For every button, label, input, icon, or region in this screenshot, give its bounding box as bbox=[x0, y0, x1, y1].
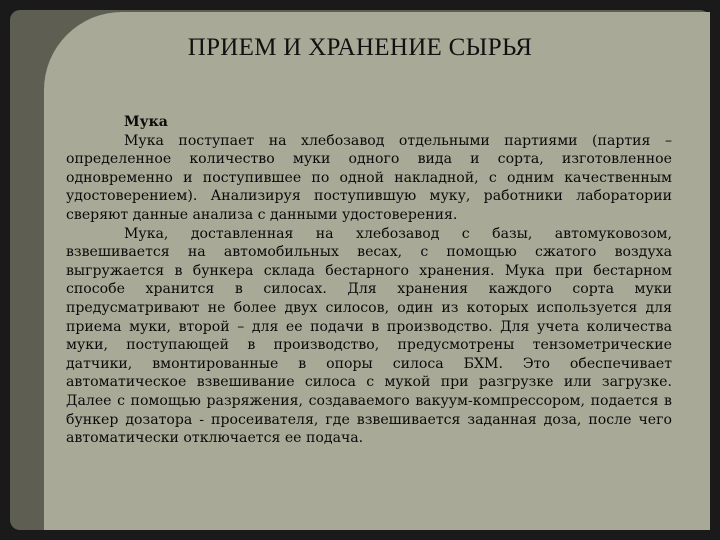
slide-body bbox=[66, 113, 672, 448]
paragraph-2: Мука, доставленная на хлебозавод с базы, автомуковозом, взвешивается на автомобильных весах, с помощью сжатого воздуха выгружается в бункера склада бестарного хранения. Мука при бестарном способе хранится в силосах. Для хранения каждого сорта муки предусматривают не более двух силосов, один из которых используется для приема муки, второй – для ее подачи в производство. Для учета количества муки, поступающей в производство, предусмотрены тензометрические датчики, вмонтированные в опоры силоса БХМ. Это обеспечивает автоматическое взвешивание силоса с мукой при разгрузке или загрузке. Далее с помощью разряжения, создаваемого вакуум-компрессором, подается в бункер дозатора - просеивателя, где взвешивается заданная доза, после чего автоматически отключается ее подача. bbox=[66, 225, 672, 447]
section-heading: Мука bbox=[124, 114, 168, 130]
paragraph-1: Мука поступает на хлебозавод отдельными партиями (партия – определенное количество муки одного вида и сорта, изготовленное одновременно и поступившее по одной накладной, с одним качественным удостоверением). Анализируя поступившую муку, работники лаборатории сверяют данные анализа с данными удостоверения. bbox=[66, 132, 672, 223]
slide-title: ПРИЕМ И ХРАНЕНИЕ СЫРЬЯ bbox=[187, 34, 533, 61]
